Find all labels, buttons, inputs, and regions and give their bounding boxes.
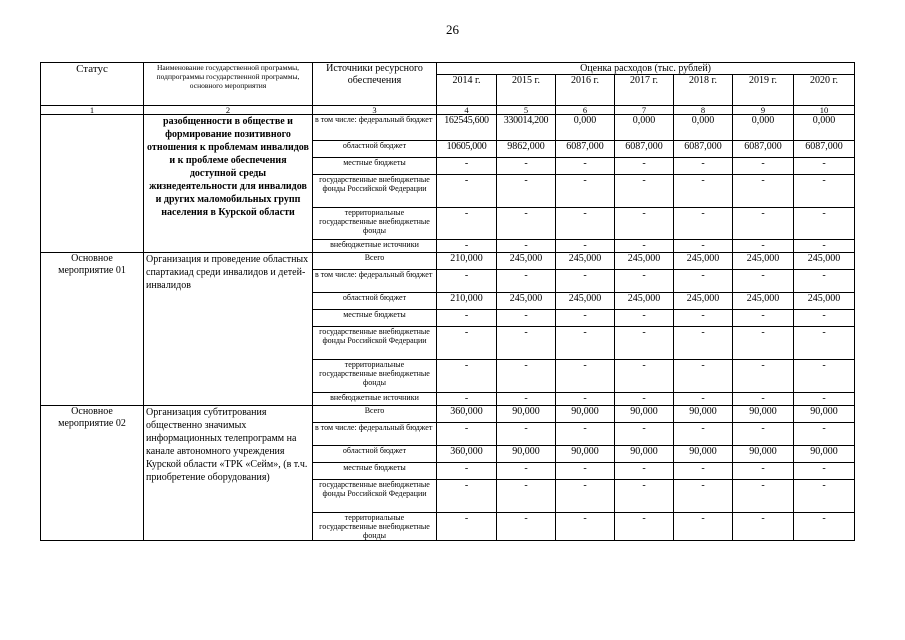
- value-cell: -: [556, 175, 615, 208]
- value-cell: -: [556, 480, 615, 513]
- value-cell: -: [733, 327, 794, 360]
- value-cell: 90,000: [497, 406, 556, 423]
- value-cell: 6087,000: [674, 141, 733, 158]
- value-cell: -: [497, 327, 556, 360]
- value-cell: -: [615, 158, 674, 175]
- value-cell: 90,000: [794, 406, 855, 423]
- source-cell: областной бюджет: [313, 446, 437, 463]
- value-cell: -: [733, 393, 794, 406]
- value-cell: -: [556, 158, 615, 175]
- value-cell: 6087,000: [794, 141, 855, 158]
- value-cell: -: [674, 513, 733, 541]
- value-cell: -: [615, 270, 674, 293]
- program-name-cell: Организация субтитрования общественно значимых информационных телепрограмм на канале автономного учреждения Курской области «ТРК «Сейм», (в т.ч. приобретение оборудования): [144, 406, 313, 541]
- header-year: 2020 г.: [794, 75, 855, 106]
- value-cell: -: [437, 208, 497, 240]
- value-cell: 245,000: [497, 253, 556, 270]
- source-cell: государственные внебюджетные фонды Российской Федерации: [313, 480, 437, 513]
- value-cell: 0,000: [733, 115, 794, 141]
- value-cell: -: [437, 327, 497, 360]
- value-cell: -: [733, 360, 794, 393]
- value-cell: -: [437, 480, 497, 513]
- value-cell: -: [674, 480, 733, 513]
- value-cell: -: [794, 360, 855, 393]
- column-number: 6: [556, 106, 615, 115]
- value-cell: 6087,000: [615, 141, 674, 158]
- value-cell: -: [615, 480, 674, 513]
- value-cell: 90,000: [674, 406, 733, 423]
- value-cell: -: [556, 240, 615, 253]
- value-cell: -: [615, 240, 674, 253]
- column-number-row: [41, 106, 855, 115]
- value-cell: -: [674, 208, 733, 240]
- value-cell: 90,000: [733, 446, 794, 463]
- header-row-top: [41, 63, 855, 75]
- value-cell: -: [615, 423, 674, 446]
- header-year: 2015 г.: [497, 75, 556, 106]
- value-cell: 245,000: [556, 253, 615, 270]
- source-cell: государственные внебюджетные фонды Российской Федерации: [313, 175, 437, 208]
- value-cell: -: [437, 513, 497, 541]
- source-cell: территориальные государственные внебюджетные фонды: [313, 513, 437, 541]
- value-cell: -: [794, 240, 855, 253]
- header-estimate: Оценка расходов (тыс. рублей): [437, 63, 855, 75]
- value-cell: -: [497, 480, 556, 513]
- value-cell: 162545,600: [437, 115, 497, 141]
- status-cell: [41, 115, 144, 253]
- value-cell: -: [437, 310, 497, 327]
- value-cell: -: [615, 208, 674, 240]
- budget-table: [40, 62, 855, 541]
- value-cell: 6087,000: [733, 141, 794, 158]
- source-cell: местные бюджеты: [313, 463, 437, 480]
- value-cell: 245,000: [733, 293, 794, 310]
- header-year: 2018 г.: [674, 75, 733, 106]
- value-cell: -: [674, 240, 733, 253]
- value-cell: -: [497, 310, 556, 327]
- status-cell: Основное мероприятие 02: [41, 406, 144, 541]
- value-cell: -: [615, 513, 674, 541]
- value-cell: -: [497, 423, 556, 446]
- table-body: [41, 115, 855, 541]
- value-cell: -: [794, 327, 855, 360]
- value-cell: -: [794, 175, 855, 208]
- value-cell: 245,000: [615, 293, 674, 310]
- value-cell: -: [437, 423, 497, 446]
- column-number: 5: [497, 106, 556, 115]
- value-cell: -: [497, 240, 556, 253]
- value-cell: -: [674, 360, 733, 393]
- value-cell: -: [615, 175, 674, 208]
- column-number: 7: [615, 106, 674, 115]
- value-cell: -: [733, 513, 794, 541]
- value-cell: 0,000: [615, 115, 674, 141]
- value-cell: -: [674, 310, 733, 327]
- value-cell: -: [556, 208, 615, 240]
- value-cell: -: [437, 158, 497, 175]
- value-cell: 90,000: [733, 406, 794, 423]
- source-cell: территориальные государственные внебюджетные фонды: [313, 360, 437, 393]
- source-cell: внебюджетные источники: [313, 240, 437, 253]
- value-cell: -: [733, 463, 794, 480]
- value-cell: -: [437, 175, 497, 208]
- value-cell: 210,000: [437, 293, 497, 310]
- value-cell: -: [733, 480, 794, 513]
- value-cell: -: [794, 270, 855, 293]
- value-cell: 360,000: [437, 446, 497, 463]
- value-cell: 90,000: [556, 446, 615, 463]
- value-cell: -: [497, 513, 556, 541]
- value-cell: -: [615, 327, 674, 360]
- value-cell: 10605,000: [437, 141, 497, 158]
- value-cell: -: [615, 393, 674, 406]
- value-cell: -: [556, 270, 615, 293]
- value-cell: -: [733, 158, 794, 175]
- value-cell: -: [497, 175, 556, 208]
- value-cell: -: [497, 463, 556, 480]
- table-row: [41, 115, 855, 141]
- header-year: 2019 г.: [733, 75, 794, 106]
- value-cell: 90,000: [497, 446, 556, 463]
- value-cell: -: [497, 393, 556, 406]
- value-cell: 245,000: [794, 293, 855, 310]
- value-cell: 245,000: [615, 253, 674, 270]
- value-cell: -: [497, 270, 556, 293]
- value-cell: -: [556, 393, 615, 406]
- value-cell: -: [556, 327, 615, 360]
- status-cell: Основное мероприятие 01: [41, 253, 144, 406]
- value-cell: 0,000: [794, 115, 855, 141]
- table-row: [41, 406, 855, 423]
- header-year: 2017 г.: [615, 75, 674, 106]
- column-number: 8: [674, 106, 733, 115]
- source-cell: в том числе: федеральный бюджет: [313, 423, 437, 446]
- header-year: 2016 г.: [556, 75, 615, 106]
- value-cell: -: [733, 310, 794, 327]
- value-cell: -: [674, 423, 733, 446]
- value-cell: 90,000: [615, 406, 674, 423]
- value-cell: 210,000: [437, 253, 497, 270]
- value-cell: 90,000: [674, 446, 733, 463]
- header-name: Наименование государственной программы, подпрограммы государственной программы, основного мероприятия: [144, 63, 313, 106]
- header-year: 2014 г.: [437, 75, 497, 106]
- value-cell: -: [794, 158, 855, 175]
- value-cell: -: [794, 423, 855, 446]
- value-cell: -: [437, 270, 497, 293]
- value-cell: -: [497, 208, 556, 240]
- table-row: [41, 253, 855, 270]
- value-cell: 245,000: [497, 293, 556, 310]
- value-cell: -: [615, 310, 674, 327]
- value-cell: -: [674, 327, 733, 360]
- value-cell: -: [497, 158, 556, 175]
- value-cell: -: [794, 513, 855, 541]
- source-cell: Всего: [313, 253, 437, 270]
- value-cell: -: [733, 240, 794, 253]
- value-cell: -: [794, 463, 855, 480]
- value-cell: -: [733, 423, 794, 446]
- value-cell: -: [437, 240, 497, 253]
- value-cell: -: [733, 270, 794, 293]
- value-cell: -: [556, 310, 615, 327]
- value-cell: -: [733, 175, 794, 208]
- value-cell: -: [615, 463, 674, 480]
- program-name-cell: Организация и проведение областных спартакиад среди инвалидов и детей-инвалидов: [144, 253, 313, 406]
- header-sources: Источники ресурсного обеспечения: [313, 63, 437, 106]
- value-cell: 245,000: [794, 253, 855, 270]
- source-cell: местные бюджеты: [313, 310, 437, 327]
- value-cell: -: [794, 310, 855, 327]
- value-cell: 245,000: [733, 253, 794, 270]
- source-cell: местные бюджеты: [313, 158, 437, 175]
- source-cell: государственные внебюджетные фонды Российской Федерации: [313, 327, 437, 360]
- value-cell: -: [674, 158, 733, 175]
- source-cell: в том числе: федеральный бюджет: [313, 115, 437, 141]
- column-number: 2: [144, 106, 313, 115]
- value-cell: -: [674, 175, 733, 208]
- value-cell: -: [674, 393, 733, 406]
- value-cell: 9862,000: [497, 141, 556, 158]
- value-cell: -: [556, 360, 615, 393]
- value-cell: -: [615, 360, 674, 393]
- source-cell: в том числе: федеральный бюджет: [313, 270, 437, 293]
- program-name-cell: разобщенности в обществе и формирование позитивного отношения к проблемам инвалидов и к проблеме обеспечения доступной среды жизнедеятельности для инвалидов и других маломобильных групп населения в Курской области: [144, 115, 313, 253]
- value-cell: 0,000: [556, 115, 615, 141]
- value-cell: 245,000: [674, 253, 733, 270]
- source-cell: Всего: [313, 406, 437, 423]
- value-cell: 360,000: [437, 406, 497, 423]
- column-number: 3: [313, 106, 437, 115]
- page-number: 26: [446, 22, 459, 37]
- value-cell: -: [674, 270, 733, 293]
- column-number: 9: [733, 106, 794, 115]
- source-cell: областной бюджет: [313, 293, 437, 310]
- column-number: 10: [794, 106, 855, 115]
- value-cell: -: [794, 480, 855, 513]
- value-cell: -: [733, 208, 794, 240]
- source-cell: областной бюджет: [313, 141, 437, 158]
- value-cell: -: [497, 360, 556, 393]
- source-cell: внебюджетные источники: [313, 393, 437, 406]
- value-cell: 0,000: [674, 115, 733, 141]
- value-cell: -: [437, 393, 497, 406]
- value-cell: 90,000: [794, 446, 855, 463]
- value-cell: 90,000: [556, 406, 615, 423]
- value-cell: -: [437, 360, 497, 393]
- value-cell: -: [437, 463, 497, 480]
- column-number: 1: [41, 106, 144, 115]
- value-cell: 330014,200: [497, 115, 556, 141]
- value-cell: -: [674, 463, 733, 480]
- value-cell: 245,000: [556, 293, 615, 310]
- column-number: 4: [437, 106, 497, 115]
- value-cell: 245,000: [674, 293, 733, 310]
- value-cell: -: [794, 393, 855, 406]
- source-cell: территориальные государственные внебюджетные фонды: [313, 208, 437, 240]
- value-cell: 90,000: [615, 446, 674, 463]
- value-cell: -: [556, 463, 615, 480]
- value-cell: 6087,000: [556, 141, 615, 158]
- value-cell: -: [556, 513, 615, 541]
- value-cell: -: [794, 208, 855, 240]
- header-status: Статус: [41, 63, 144, 106]
- value-cell: -: [556, 423, 615, 446]
